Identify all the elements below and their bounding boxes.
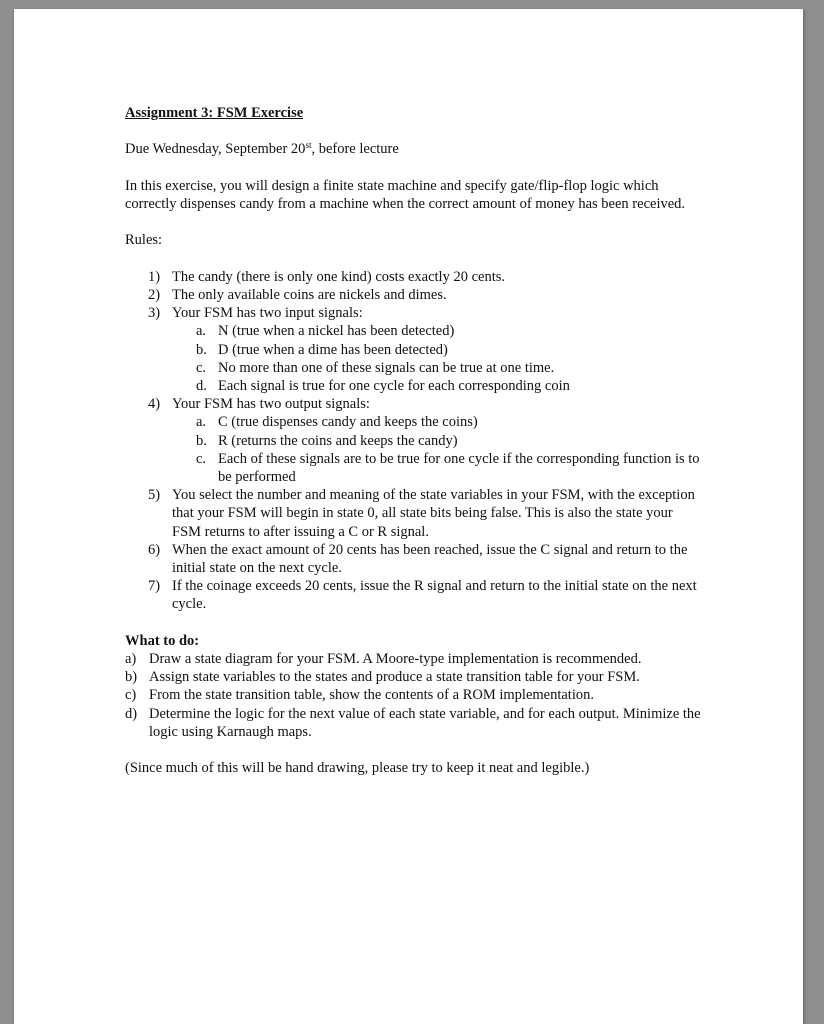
todo-letter: d) bbox=[125, 705, 138, 722]
rule-subitem bbox=[125, 450, 705, 486]
todo-letter: b) bbox=[125, 669, 138, 686]
rule-item bbox=[125, 395, 705, 413]
rule-text: If the coinage exceeds 20 cents, issue the R signal and return to the initial state on the next cycle. bbox=[172, 578, 697, 613]
rule-subitem bbox=[125, 377, 705, 395]
subitem-text: R (returns the coins and keeps the candy) bbox=[218, 432, 458, 449]
rule-text: Your FSM has two output signals: bbox=[172, 396, 370, 413]
due-date-suffix: , before lecture bbox=[311, 141, 399, 158]
subitem-text: Each signal is true for one cycle for each corresponding coin bbox=[218, 377, 570, 394]
due-date bbox=[125, 140, 705, 158]
rule-subitem bbox=[125, 432, 705, 450]
rule-item bbox=[125, 304, 705, 322]
rule-item bbox=[125, 541, 705, 577]
rule-item bbox=[125, 577, 705, 613]
intro-paragraph: In this exercise, you will design a finite state machine and specify gate/flip-flop logic which correctly dispenses candy from a machine when the correct amount of money has been received. bbox=[125, 177, 686, 212]
rule-subitem bbox=[125, 322, 705, 340]
document-content bbox=[125, 104, 705, 777]
due-date-prefix: Due Wednesday, September 20 bbox=[125, 141, 306, 158]
todo-text: From the state transition table, show the contents of a ROM implementation. bbox=[149, 687, 594, 704]
rule-text: The candy (there is only one kind) costs exactly 20 cents. bbox=[172, 268, 505, 285]
subitem-letter: c. bbox=[196, 450, 207, 467]
subitem-text: C (true dispenses candy and keeps the coins) bbox=[218, 414, 478, 431]
rule-text: Your FSM has two input signals: bbox=[172, 305, 363, 322]
todo-list bbox=[125, 650, 705, 741]
todo-letter: c) bbox=[125, 687, 137, 704]
rule-text: When the exact amount of 20 cents has been reached, issue the C signal and return to the initial state on the next cycle. bbox=[172, 541, 688, 577]
document-page bbox=[14, 9, 803, 1024]
rule-text: The only available coins are nickels and dimes. bbox=[172, 286, 447, 303]
rule-item bbox=[125, 286, 705, 304]
rule-number: 1) bbox=[148, 268, 161, 285]
todo-text: Draw a state diagram for your FSM. A Moore-type implementation is recommended. bbox=[149, 651, 642, 668]
due-date-superscript: st bbox=[305, 140, 312, 151]
subitem-letter: a. bbox=[196, 323, 207, 340]
rule-subitem bbox=[125, 359, 705, 377]
rule-item bbox=[125, 268, 705, 286]
subitem-text: Each of these signals are to be true for one cycle if the corresponding function is to be performed bbox=[218, 450, 700, 485]
subitem-text: No more than one of these signals can be true at one time. bbox=[218, 359, 555, 376]
rule-number: 4) bbox=[148, 396, 161, 413]
rule-number: 3) bbox=[148, 305, 161, 322]
subitem-letter: d. bbox=[196, 377, 207, 394]
rule-number: 6) bbox=[148, 541, 161, 558]
rule-text: You select the number and meaning of the state variables in your FSM, with the exception that your FSM will begin in state 0, all state bits being false. This is also the state your FSM returns to after issuing a C or R signal. bbox=[172, 487, 695, 540]
rule-subitem bbox=[125, 341, 705, 359]
todo-item bbox=[125, 668, 705, 686]
rule-number: 5) bbox=[148, 487, 161, 504]
todo-heading: What to do: bbox=[125, 632, 200, 649]
todo-text: Assign state variables to the states and produce a state transition table for your FSM. bbox=[149, 669, 640, 686]
todo-text: Determine the logic for the next value of each state variable, and for each output. Minimize the logic using Karnaugh maps. bbox=[149, 705, 701, 740]
rules-list bbox=[125, 268, 705, 614]
rules-heading: Rules: bbox=[125, 232, 163, 249]
subitem-text: N (true when a nickel has been detected) bbox=[218, 323, 455, 340]
rule-number: 2) bbox=[148, 286, 161, 303]
todo-item bbox=[125, 650, 705, 668]
subitem-letter: a. bbox=[196, 414, 207, 431]
rule-subitem bbox=[125, 413, 705, 431]
todo-letter: a) bbox=[125, 651, 137, 668]
subitem-letter: c. bbox=[196, 359, 207, 376]
rule-item bbox=[125, 486, 705, 541]
rule-number: 7) bbox=[148, 578, 161, 595]
subitem-letter: b. bbox=[196, 341, 207, 358]
todo-item bbox=[125, 686, 705, 704]
closing-note: (Since much of this will be hand drawing, please try to keep it neat and legible.) bbox=[125, 760, 590, 777]
assignment-title: Assignment 3: FSM Exercise bbox=[125, 105, 304, 121]
todo-item bbox=[125, 705, 705, 741]
subitem-letter: b. bbox=[196, 432, 207, 449]
subitem-text: D (true when a dime has been detected) bbox=[218, 341, 448, 358]
